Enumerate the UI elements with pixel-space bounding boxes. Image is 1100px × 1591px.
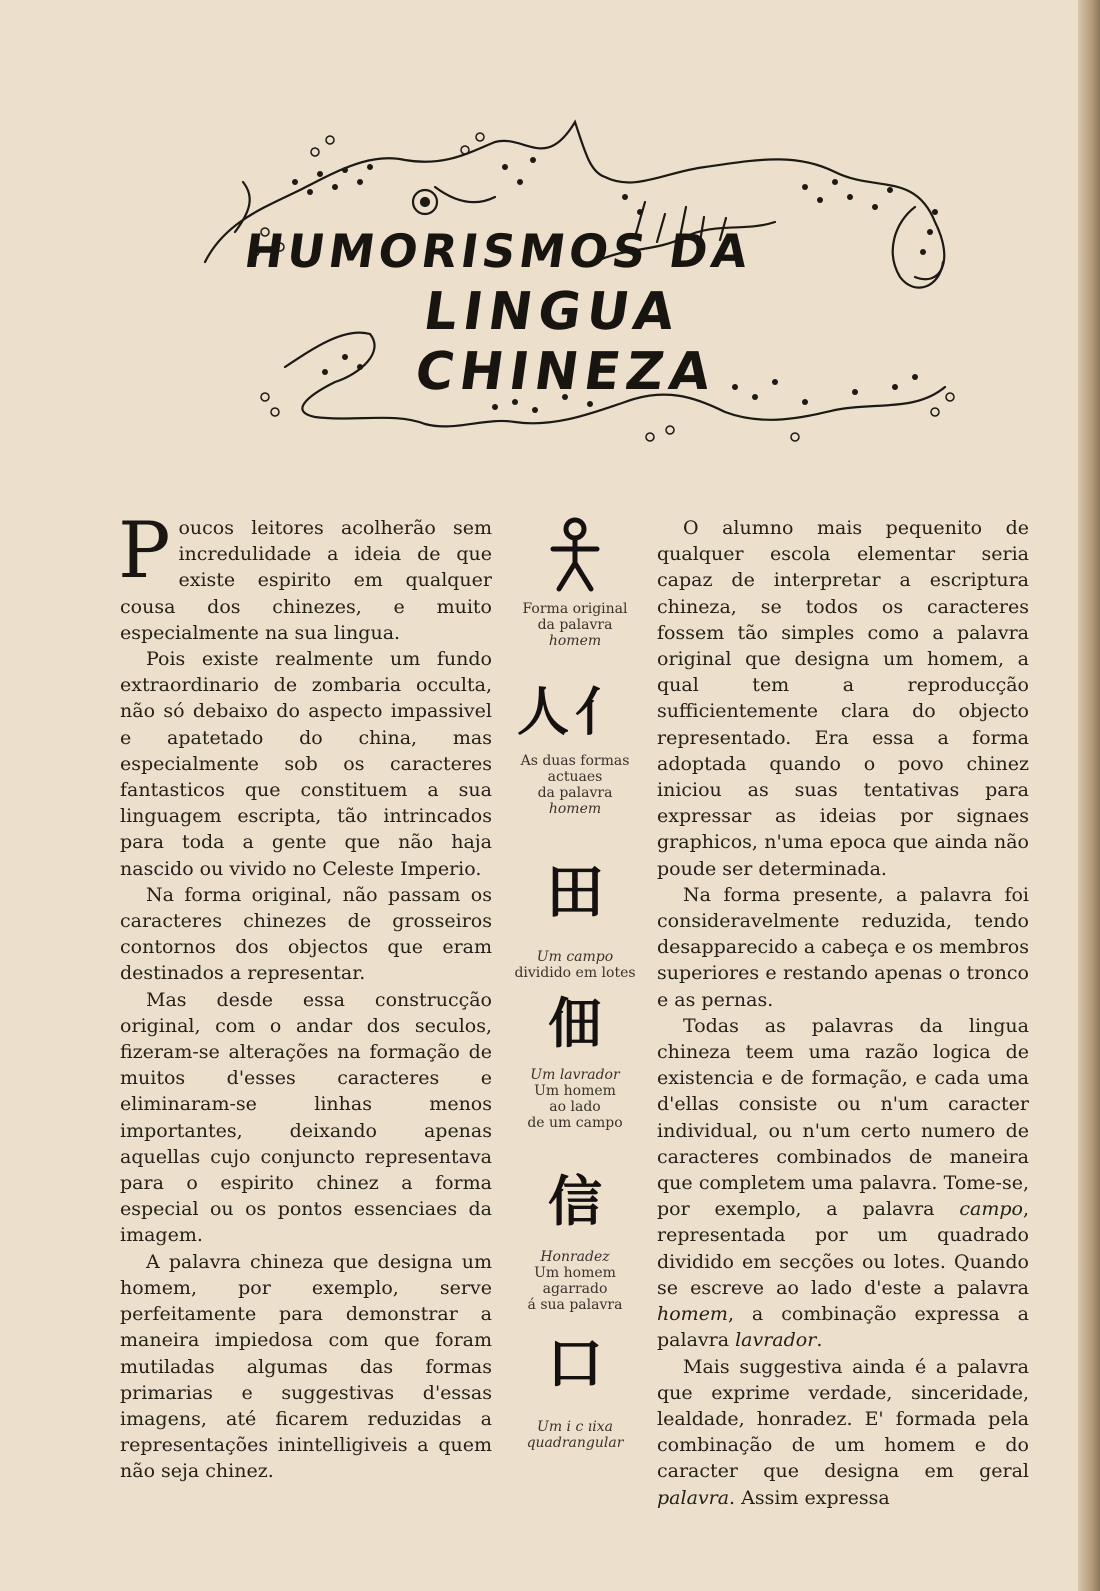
- caption: dividido em lotes: [514, 965, 636, 981]
- text: , a combinação expressa a palavra: [657, 1303, 1029, 1352]
- caption: Um homem: [534, 1083, 616, 1099]
- text: .: [816, 1329, 823, 1352]
- caption: ao lado: [549, 1099, 601, 1115]
- page-edge: [1078, 0, 1100, 1591]
- caption-italic: Honradez: [540, 1249, 610, 1265]
- character-box: 口: [547, 1332, 603, 1397]
- caption: Forma original: [522, 601, 628, 617]
- caption: á sua palavra: [527, 1297, 623, 1313]
- paragraph: Pois existe realmente um fundo extraordinario de zombaria occulta, não só debaixo do aspecto impassivel e apatetado do china, mas especialmente sob os caracteres fantasticos que constituem a sua linguagem escripta, tão intrincados para toda a gente que não haja nascido ou vivido no Celeste Imperio.: [120, 648, 492, 880]
- stick-figure-icon: [545, 515, 605, 595]
- figure-man-current: [505, 683, 645, 857]
- character-farmer: 佃: [548, 992, 602, 1055]
- header-title: [215, 225, 935, 400]
- paragraph: [118, 506, 492, 646]
- paragraph-text: oucos leitores acolherão sem incredulidade a ideia de que existe espirito em qualquer cousa dos chinezes, e muito especialmente na sua lingua.: [120, 517, 492, 644]
- caption-italic: Um lavrador: [530, 1067, 620, 1083]
- italic-text: campo: [959, 1198, 1023, 1221]
- left-column: [118, 506, 492, 1485]
- title-line-2: LINGUA CHINEZA: [411, 281, 721, 402]
- paragraph: Mas desde essa construcção original, com o andar dos seculos, fizeram-se alterações na formação de muitos d'esses caracteres e eliminaram-se linhas menos importantes, deixando apenas aquellas cujo conjuncto representava para o espirito chinez a forma especial ou os pontos essenciaes da imagem.: [120, 988, 492, 1247]
- caption: Um homem: [534, 1265, 616, 1281]
- caption: actuaes: [547, 769, 603, 785]
- caption: da palavra: [537, 785, 613, 801]
- caption-italic: quadrangular: [526, 1435, 624, 1451]
- figure-farmer: [505, 992, 645, 1147]
- text: Mais suggestiva ainda é a palavra que exprime verdade, sinceridade, lealdade, honradez. E' formada pela combinação de um homem e do caracter que designa em geral: [657, 1355, 1029, 1483]
- paragraph: [657, 1013, 1029, 1354]
- caption-italic: homem: [548, 801, 602, 817]
- drop-cap: P: [118, 506, 171, 596]
- paragraph: A palavra chineza que designa um homem, por exemplo, serve perfeitamente para demonstrar a maneira impiedosa com que foram mutiladas algumas das formas primarias e suggestivas d'essas imagens, até ficarem reduzidas a representações inintelligiveis a quem não seja chinez.: [120, 1250, 492, 1483]
- caption: As duas formas: [520, 753, 630, 769]
- figures-column: [505, 515, 645, 1457]
- italic-text: lavrador: [735, 1329, 817, 1352]
- paragraph: Na forma original, não passam os caracteres chinezes de grosseiros contornos dos objectos que eram destinados a representar.: [120, 883, 492, 985]
- caption-italic: Um campo: [536, 949, 614, 965]
- paragraph: Na forma presente, a palavra foi consideravelmente reduzida, tendo desapparecido a cabeça e os membros superiores e restando apenas o tronco e as pernas.: [657, 883, 1029, 1011]
- right-column: [657, 515, 1029, 1511]
- caption: de um campo: [527, 1115, 623, 1131]
- figure-box: [505, 1332, 645, 1457]
- italic-text: palavra: [657, 1486, 730, 1509]
- caption: agarrado: [542, 1281, 608, 1297]
- character-field: 田: [545, 858, 604, 926]
- text: Todas as palavras da lingua chineza teem uma razão logica de existencia e de formação, e cada uma d'ellas consiste ou n'um caracter individual, ou n'um certo numero de caracteres combinados de maneira que completem uma palavra. Tome-se, por exemplo, a palavra: [657, 1014, 1029, 1221]
- figure-honesty: [505, 1170, 645, 1345]
- italic-text: homem: [657, 1303, 728, 1326]
- character-man: 人亻: [516, 683, 633, 743]
- text: , representada por um quadrado dividido em secções ou lotes. Quando se escreve ao lado d'este a palavra: [657, 1198, 1029, 1299]
- text: . Assim expressa: [729, 1486, 890, 1509]
- title-line-1: HUMORISMOS DA: [241, 223, 756, 278]
- figure-man-original: [505, 515, 645, 665]
- caption-italic: homem: [548, 633, 602, 649]
- caption: da palavra: [537, 617, 613, 633]
- caption-italic: Um i c ıixa: [537, 1419, 613, 1435]
- figure-field: [505, 858, 645, 993]
- paragraph: O alumno mais pequenito de qualquer escola elementar seria capaz de interpretar a escriptura chineza, se todos os caracteres fossem tão simples como a palavra original que designa um homem, a qual tem a reproducção sufficientemente clara do objecto representado. Era essa a forma adoptada quando o povo chinez iniciou as suas tentativas para expressar as ideias por signaes graphicos, n'uma epoca que ainda não poude ser determinada.: [657, 517, 1029, 880]
- paragraph: [657, 1354, 1029, 1511]
- character-honesty: 信: [548, 1170, 602, 1233]
